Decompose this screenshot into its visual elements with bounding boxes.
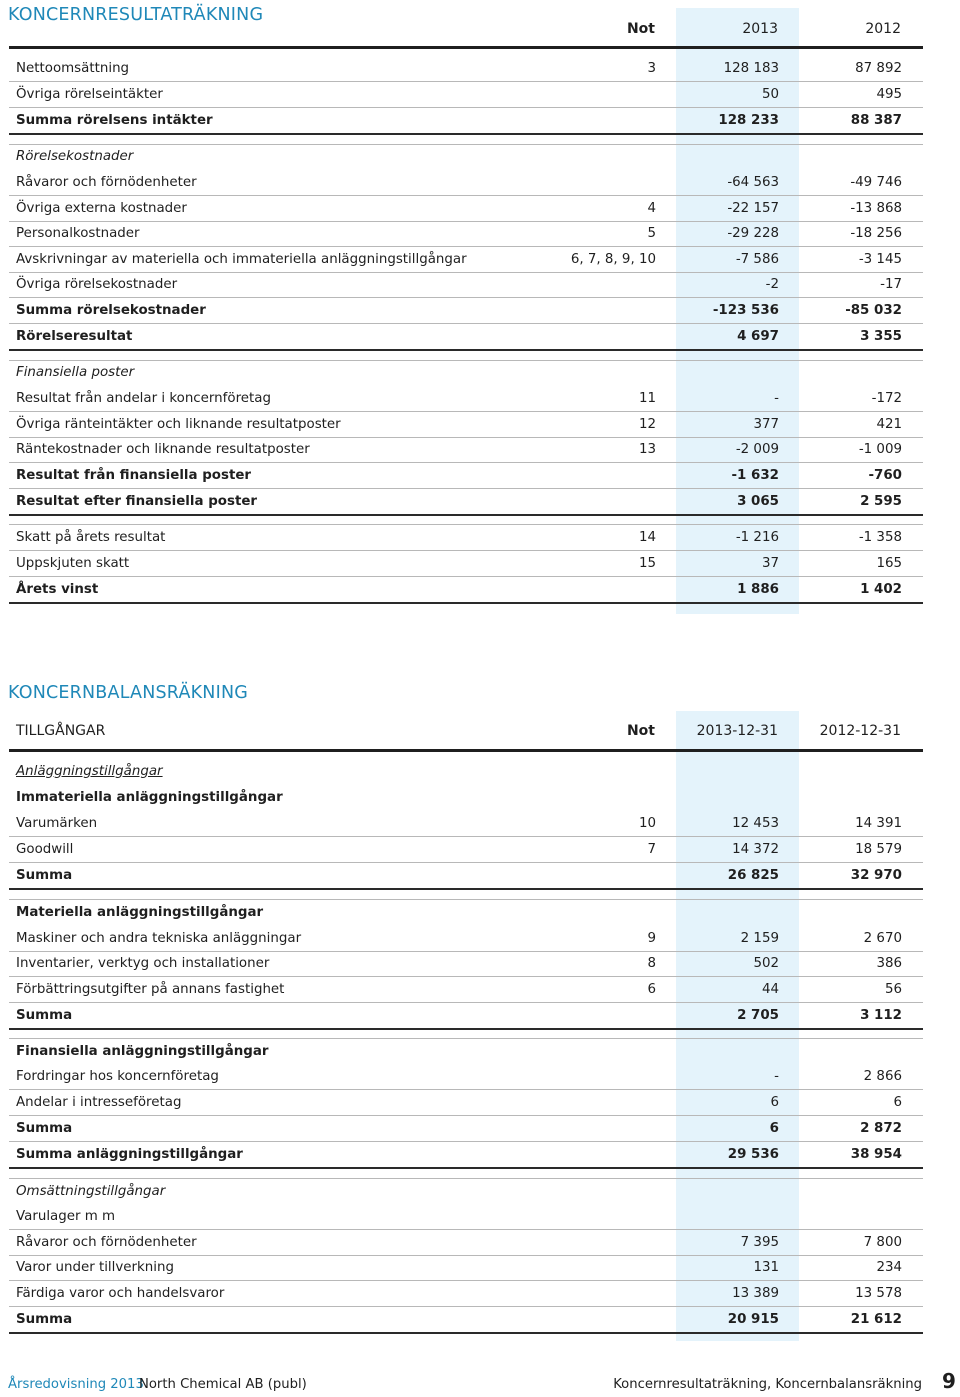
row-note: 7 [647, 841, 656, 857]
row-label: Avskrivningar av materiella och immateriella anläggningstillgångar [16, 251, 467, 267]
income-row [9, 524, 923, 551]
row-label: Varor under tillverkning [16, 1260, 174, 1275]
row-value-prior-year: -3 145 [858, 251, 902, 267]
balance-header-2012: 2012-12-31 [819, 723, 901, 739]
income-section-header [9, 144, 923, 169]
page-number: 9 [942, 1369, 956, 1393]
income-sum-row [9, 488, 923, 516]
row-note: 14 [638, 529, 656, 545]
row-label: Finansiella poster [16, 365, 135, 380]
row-note: 6 [647, 981, 656, 997]
row-value-current-year: -2 009 [735, 442, 779, 457]
row-value-current-year: 26 825 [727, 867, 779, 883]
row-value-current-year: 4 697 [737, 328, 779, 344]
row-value-current-year: -1 632 [731, 467, 779, 483]
row-value-prior-year: -17 [880, 277, 902, 292]
row-value-prior-year: -1 358 [858, 529, 902, 545]
row-label: Summa rörelsens intäkter [16, 112, 213, 128]
row-value-prior-year: -13 868 [850, 200, 902, 216]
balance-row [9, 810, 923, 837]
row-value-prior-year: 88 387 [850, 112, 902, 128]
balance-row [9, 925, 923, 952]
income-row [9, 411, 923, 438]
row-value-prior-year: 13 578 [855, 1285, 902, 1301]
row-label: Andelar i intresseföretag [16, 1094, 182, 1110]
row-value-current-year: 29 536 [727, 1146, 779, 1162]
income-row [9, 550, 923, 577]
row-label: Maskiner och andra tekniska anläggningar [16, 930, 302, 946]
balance-section-header [9, 1178, 923, 1204]
income-row [9, 385, 923, 412]
balance-row [9, 1064, 923, 1090]
row-note: 6, 7, 8, 9, 10 [570, 251, 656, 267]
row-label: Skatt på årets resultat [16, 529, 166, 545]
balance-section-header [9, 784, 923, 810]
income-row [9, 272, 923, 298]
row-label: Finansiella anläggningstillgångar [16, 1043, 269, 1059]
row-label: Varumärken [16, 815, 98, 831]
income-statement-title: KONCERNRESULTATRÄKNING [8, 5, 264, 25]
income-header-2012: 2012 [865, 21, 901, 37]
row-label: Nettoomsättning [16, 61, 130, 76]
row-label: Räntekostnader och liknande resultatposter [16, 442, 310, 457]
row-value-current-year: -2 [765, 277, 779, 292]
income-row [9, 297, 923, 324]
balance-header-label: TILLGÅNGAR [16, 723, 106, 739]
row-label: Övriga rörelsekostnader [16, 277, 178, 292]
row-value-prior-year: 21 612 [850, 1311, 902, 1327]
balance-header-not: Not [626, 723, 655, 739]
balance-row [9, 836, 923, 863]
row-value-prior-year: 38 954 [850, 1146, 902, 1162]
row-value-current-year: 3 065 [737, 493, 779, 509]
balance-row [9, 1229, 923, 1256]
income-spacer-row [9, 133, 923, 145]
row-note: 11 [638, 390, 656, 406]
row-value-prior-year: 1 402 [860, 581, 902, 597]
row-value-prior-year: 6 [893, 1094, 902, 1110]
income-sum-row [9, 323, 923, 351]
row-value-prior-year: -18 256 [850, 226, 902, 241]
income-row [9, 169, 923, 196]
row-value-current-year: -64 563 [727, 174, 779, 190]
balance-sum-row [9, 1002, 923, 1030]
balance-spacer-row [9, 1167, 923, 1179]
row-note: 13 [638, 442, 656, 457]
row-label: Omsättningstillgångar [16, 1183, 166, 1199]
row-label: Inventarier, verktyg och installationer [16, 956, 270, 971]
row-value-current-year: 128 233 [718, 112, 779, 128]
balance-row [9, 1280, 923, 1307]
row-value-current-year: 13 389 [732, 1285, 779, 1301]
balance-sum-row [9, 862, 923, 890]
income-header-rule [9, 46, 923, 49]
row-label: Årets vinst [16, 581, 99, 597]
row-value-current-year: 1 886 [737, 581, 779, 597]
row-value-current-year: 502 [753, 956, 779, 971]
footer-report-name: Årsredovisning 2013 [8, 1377, 144, 1392]
row-value-current-year: 12 453 [732, 815, 779, 831]
income-row [9, 246, 923, 273]
row-value-prior-year: -760 [868, 467, 902, 483]
income-header-not: Not [626, 21, 655, 37]
income-header-2013: 2013 [742, 21, 778, 37]
row-label: Summa [16, 1120, 73, 1136]
row-label: Summa rörelsekostnader [16, 302, 206, 318]
row-value-current-year: -123 536 [712, 302, 779, 318]
row-note: 8 [647, 956, 656, 971]
row-note: 3 [647, 61, 656, 76]
row-note: 4 [647, 200, 656, 216]
row-value-current-year: -29 228 [727, 226, 779, 241]
row-value-prior-year: 165 [876, 555, 902, 571]
income-section-header [9, 360, 923, 385]
balance-row [9, 1255, 923, 1281]
balance-row [9, 1115, 923, 1142]
row-value-prior-year: 87 892 [855, 61, 902, 76]
row-value-current-year: - [774, 1069, 779, 1084]
row-label: Resultat från finansiella poster [16, 467, 252, 483]
row-value-current-year: 37 [761, 555, 779, 571]
balance-section-header [9, 899, 923, 925]
income-row [9, 56, 923, 82]
row-label: Råvaror och förnödenheter [16, 174, 197, 190]
balance-row [9, 1204, 923, 1230]
row-value-current-year: -1 216 [735, 529, 779, 545]
row-label: Färdiga varor och handelsvaror [16, 1285, 225, 1301]
row-label: Resultat efter finansiella poster [16, 493, 258, 509]
row-value-prior-year: 14 391 [855, 815, 902, 831]
row-note: 10 [638, 815, 656, 831]
row-value-current-year: 6 [770, 1094, 779, 1110]
row-label: Råvaror och förnödenheter [16, 1234, 197, 1250]
row-value-current-year: 20 915 [727, 1311, 779, 1327]
income-row [9, 462, 923, 489]
row-value-prior-year: 2 670 [863, 930, 902, 946]
row-label: Anläggningstillgångar [16, 763, 163, 779]
row-value-current-year: 2 159 [740, 930, 779, 946]
row-value-prior-year: 3 355 [860, 328, 902, 344]
row-value-prior-year: 495 [876, 86, 902, 102]
row-value-current-year: 128 183 [723, 61, 779, 76]
row-value-prior-year: 234 [876, 1260, 902, 1275]
row-label: Summa anläggningstillgångar [16, 1146, 243, 1162]
income-spacer-row [9, 349, 923, 361]
row-label: Förbättringsutgifter på annans fastighet [16, 981, 285, 997]
balance-sheet-title: KONCERNBALANSRÄKNING [8, 683, 249, 703]
row-label: Övriga externa kostnader [16, 200, 187, 216]
row-value-prior-year: 2 595 [860, 493, 902, 509]
row-value-current-year: 50 [761, 86, 779, 102]
row-label: Varulager m m [16, 1209, 116, 1224]
row-value-current-year: 131 [753, 1260, 779, 1275]
row-value-prior-year: 32 970 [850, 867, 902, 883]
row-label: Rörelsekostnader [16, 149, 134, 164]
balance-spacer-row [9, 888, 923, 900]
row-label: Personalkostnader [16, 226, 140, 241]
row-value-current-year: - [774, 390, 779, 406]
balance-sum-row [9, 1306, 923, 1334]
row-label: Uppskjuten skatt [16, 555, 130, 571]
row-value-current-year: -7 586 [735, 251, 779, 267]
row-value-prior-year: 421 [876, 416, 902, 432]
row-value-prior-year: -1 009 [858, 442, 902, 457]
row-note: 15 [638, 555, 656, 571]
row-value-prior-year: 56 [884, 981, 902, 997]
income-row [9, 221, 923, 247]
balance-section-header [9, 1038, 923, 1064]
row-value-prior-year: 3 112 [860, 1007, 902, 1023]
row-label: Övriga ränteintäkter och liknande resultatposter [16, 416, 341, 432]
row-value-current-year: 14 372 [732, 841, 779, 857]
row-value-prior-year: -172 [871, 390, 902, 406]
row-value-prior-year: -49 746 [850, 174, 902, 190]
row-value-prior-year: 386 [876, 956, 902, 971]
footer-section: Koncernresultaträkning, Koncernbalansräkning [613, 1377, 922, 1392]
row-value-prior-year: 7 800 [863, 1234, 902, 1250]
income-sum-row [9, 576, 923, 604]
row-value-prior-year: 2 866 [863, 1069, 902, 1084]
row-value-prior-year: 18 579 [855, 841, 902, 857]
row-label: Resultat från andelar i koncernföretag [16, 390, 271, 406]
income-row [9, 81, 923, 108]
income-row [9, 195, 923, 222]
balance-section-header [9, 758, 923, 784]
row-label: Summa [16, 1311, 73, 1327]
row-label: Fordringar hos koncernföretag [16, 1069, 219, 1084]
row-value-prior-year: 2 872 [860, 1120, 902, 1136]
row-label: Övriga rörelseintäkter [16, 86, 163, 102]
row-value-current-year: -22 157 [727, 200, 779, 216]
row-value-current-year: 377 [753, 416, 779, 432]
row-label: Summa [16, 867, 73, 883]
income-sum-row [9, 107, 923, 135]
balance-row [9, 951, 923, 977]
row-value-current-year: 2 705 [737, 1007, 779, 1023]
row-label: Summa [16, 1007, 73, 1023]
row-label: Rörelseresultat [16, 328, 133, 344]
balance-header-rule [9, 749, 923, 752]
income-row [9, 437, 923, 463]
row-label: Immateriella anläggningstillgångar [16, 789, 283, 805]
balance-sum-row [9, 1141, 923, 1169]
balance-spacer-row [9, 1028, 923, 1039]
balance-row [9, 976, 923, 1003]
row-value-prior-year: -85 032 [845, 302, 902, 318]
row-note: 9 [647, 930, 656, 946]
row-label: Materiella anläggningstillgångar [16, 904, 264, 920]
row-value-current-year: 6 [769, 1120, 779, 1136]
row-label: Goodwill [16, 841, 74, 857]
income-spacer-row [9, 514, 923, 525]
balance-header-2013: 2013-12-31 [696, 723, 778, 739]
row-note: 12 [638, 416, 656, 432]
row-value-current-year: 7 395 [740, 1234, 779, 1250]
balance-row [9, 1089, 923, 1116]
row-value-current-year: 44 [761, 981, 779, 997]
row-note: 5 [647, 226, 656, 241]
footer-company: North Chemical AB (publ) [139, 1377, 307, 1392]
